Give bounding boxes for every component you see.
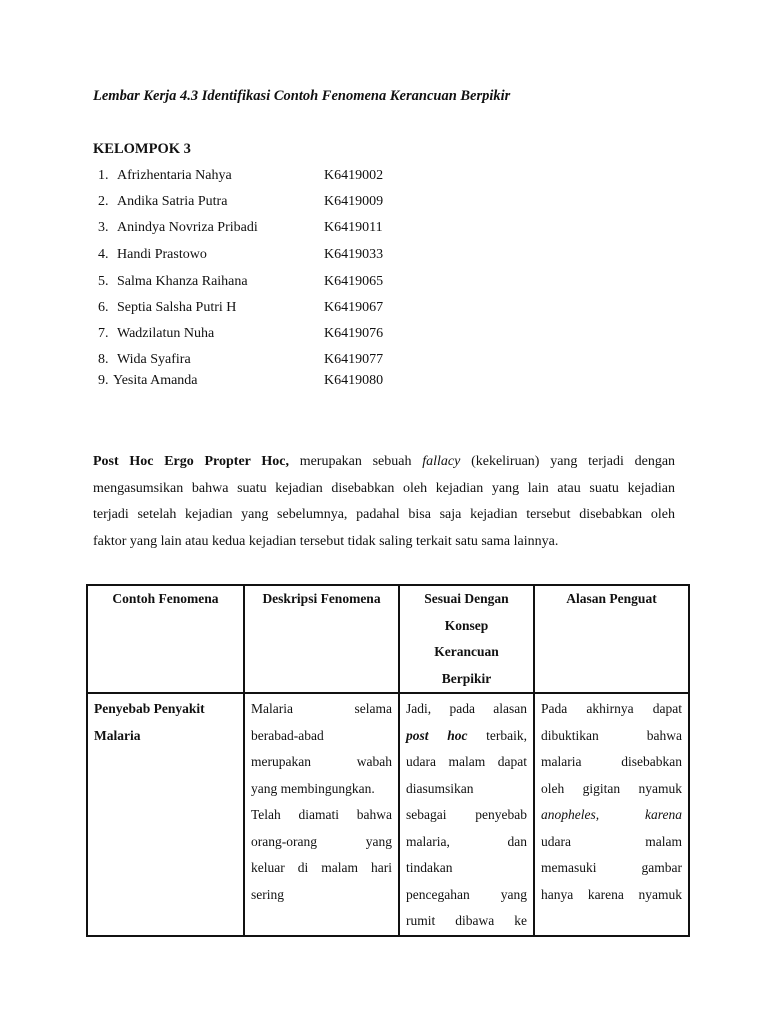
cell-line: udara malam <box>541 833 682 849</box>
member-name: Andika Satria Putra <box>117 194 228 209</box>
cell-text: terbaik, <box>486 727 527 743</box>
member-row <box>98 247 384 265</box>
member-number: 2. <box>98 194 109 209</box>
cell-line <box>541 802 682 829</box>
cell-line: memasuki gambar <box>541 860 682 875</box>
member-number: 4. <box>98 247 109 262</box>
member-nim: K6419076 <box>324 326 384 341</box>
cell-line: Jadi, pada alasan <box>406 701 527 716</box>
cell-line: sebagai penyebab <box>406 807 527 822</box>
cell-line: sering <box>251 886 284 902</box>
member-number: 1. <box>98 168 109 183</box>
header-line: Konsep <box>444 617 489 633</box>
cell-line: keluar di malam hari <box>251 860 392 875</box>
header-alasan-penguat: Alasan Penguat <box>534 585 689 693</box>
header-sesuai-konsep <box>399 585 534 693</box>
member-row <box>98 274 384 292</box>
member-name: Wadzilatun Nuha <box>117 326 215 341</box>
cell-line: merupakan wabah <box>251 754 392 769</box>
definition-paragraph <box>93 449 675 555</box>
cell-line: berabad-abad <box>251 727 324 743</box>
member-number: 5. <box>98 274 109 289</box>
worksheet-title: Lembar Kerja 4.3 Identifikasi Contoh Fenomena Kerancuan Berpikir <box>93 88 511 104</box>
cell-alasan-penguat <box>534 693 689 936</box>
member-nim: K6419033 <box>324 247 384 262</box>
table-row <box>87 693 689 936</box>
cell-deskripsi <box>244 693 399 936</box>
member-number: 9. <box>98 373 109 388</box>
paragraph-line: faktor yang lain atau kedua kejadian tersebut tidak saling terkait satu sama lainnya. <box>93 533 559 549</box>
paragraph-text: merupakan sebuah <box>299 454 412 469</box>
header-line: Kerancuan <box>434 644 499 659</box>
cell-line: Telah diamati bahwa <box>251 807 392 822</box>
cell-line: Penyebab Penyakit <box>94 701 205 716</box>
paragraph-line: terjadi setelah kejadian yang sebelumnya, padahal bisa saja kejadian tersebut disebabkan oleh <box>93 507 675 522</box>
cell-line: hanya karena nyamuk <box>541 886 682 902</box>
paragraph-text: (kekeliruan) yang terjadi dengan <box>471 454 676 469</box>
paragraph-line: mengasumsikan bahwa suatu kejadian disebabkan oleh kejadian yang lain atau suatu kejadian <box>93 480 675 496</box>
header-line: Berpikir <box>441 670 492 686</box>
cell-line: malaria, dan <box>406 833 527 849</box>
member-name: Anindya Novriza Pribadi <box>117 220 258 235</box>
cell-line: Malaria <box>94 727 141 743</box>
cell-line: oleh gigitan nyamuk <box>541 780 682 796</box>
member-row <box>98 194 384 212</box>
cell-line: yang membingungkan. <box>251 780 375 796</box>
cell-line: diasumsikan <box>406 780 474 796</box>
member-nim: K6419065 <box>324 274 384 289</box>
member-nim: K6419002 <box>324 168 384 183</box>
member-row <box>98 352 384 370</box>
member-name: Handi Prastowo <box>117 247 207 262</box>
member-row <box>98 220 383 238</box>
group-heading: KELOMPOK 3 <box>93 141 191 157</box>
cell-line: Pada akhirnya dapat <box>541 701 682 716</box>
member-number: 8. <box>98 352 109 367</box>
cell-line <box>406 723 527 750</box>
post-hoc-term: post hoc <box>406 727 468 743</box>
cell-text: karena <box>645 807 682 822</box>
cell-sesuai-konsep <box>399 693 534 936</box>
member-nim: K6419067 <box>324 300 384 315</box>
fallacy-term: Post Hoc Ergo Propter Hoc, <box>93 454 289 469</box>
member-row <box>98 373 384 391</box>
member-name: Wida Syafira <box>117 352 191 367</box>
member-nim: K6419009 <box>324 194 384 209</box>
cell-contoh <box>87 693 244 936</box>
paragraph-line <box>93 449 675 476</box>
header-line: Sesuai Dengan <box>424 591 509 606</box>
member-nim: K6419011 <box>324 220 383 235</box>
member-number: 6. <box>98 300 109 315</box>
cell-line: tindakan <box>406 860 453 875</box>
member-nim: K6419080 <box>324 373 384 388</box>
header-deskripsi-fenomena: Deskripsi Fenomena <box>244 585 399 693</box>
member-number: 3. <box>98 220 109 235</box>
member-name: Salma Khanza Raihana <box>117 274 248 289</box>
header-contoh-fenomena: Contoh Fenomena <box>87 585 244 693</box>
cell-line: orang-orang yang <box>251 833 392 849</box>
member-nim: K6419077 <box>324 352 384 367</box>
member-row <box>98 300 384 318</box>
member-name: Yesita Amanda <box>113 373 198 388</box>
cell-line: dibuktikan bahwa <box>541 727 682 743</box>
member-row <box>98 168 384 186</box>
member-row <box>98 326 384 344</box>
cell-line: Malaria selama <box>251 701 392 716</box>
member-name: Septia Salsha Putri H <box>117 300 237 315</box>
cell-line: rumit dibawa ke <box>406 913 527 928</box>
cell-line: udara malam dapat <box>406 754 527 769</box>
member-name: Afrizhentaria Nahya <box>117 168 232 183</box>
phenomena-table <box>86 584 690 937</box>
cell-line: malaria disebabkan <box>541 754 682 769</box>
table-header-row <box>87 585 689 693</box>
fallacy-word: fallacy <box>422 454 461 469</box>
cell-line: pencegahan yang <box>406 886 527 902</box>
species-name: anopheles, <box>541 807 600 822</box>
member-number: 7. <box>98 326 109 341</box>
